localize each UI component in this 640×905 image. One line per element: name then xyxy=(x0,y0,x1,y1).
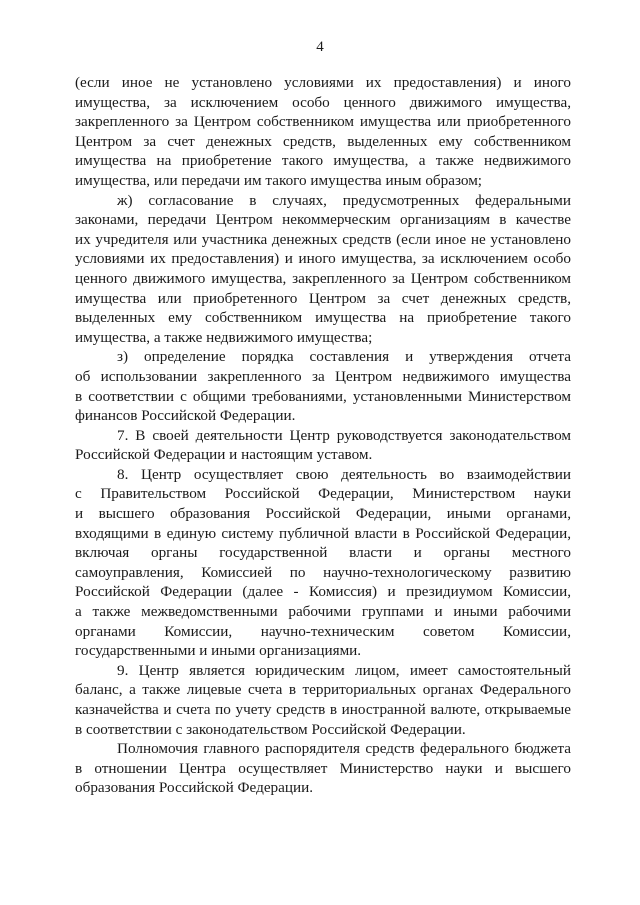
text-line: образования Российской Федерации. xyxy=(75,779,314,797)
text-line: 9. Центр является юридическим лицом, имеет самостоятельный xyxy=(117,661,571,679)
text-line: имущества на приобретение такого имущества, а также недвижимого xyxy=(75,152,571,170)
text-line: имущества, а также недвижимого имущества; xyxy=(75,328,373,346)
text-line: и высшего образования Российской Федерации, иными органами, xyxy=(75,505,571,523)
text-line: условиями их предоставления) и иного имущества, за исключением особо xyxy=(75,250,571,268)
text-line: органами Комиссии, научно-техническим советом Комиссии, xyxy=(75,622,571,640)
text-line: входящими в единую систему публичной власти в Российской Федерации, xyxy=(75,524,571,542)
text-line: казначейства и счета по учету средств в иностранной валюте, открываемые xyxy=(75,701,571,718)
text-line: имущества, или передачи им такого имущества иным образом; xyxy=(75,171,483,189)
document-body xyxy=(75,73,571,798)
text-line: выделенных ему собственником имущества на приобретение такого xyxy=(75,309,571,327)
paragraph-continuation xyxy=(75,73,571,191)
paragraph-budget xyxy=(75,739,571,798)
text-line: баланс, а также лицевые счета в территориальных органах Федерального xyxy=(75,681,571,699)
text-line: с Правительством Российской Федерации, Министерством науки xyxy=(75,485,571,503)
text-line: Центром за счет денежных средств, выделенных ему собственником xyxy=(75,132,571,150)
text-line: об использовании закрепленного за Центром недвижимого имущества xyxy=(75,367,571,385)
text-line: 7. В своей деятельности Центр руководствуется законодательством xyxy=(117,426,571,444)
paragraph-9 xyxy=(75,661,571,739)
page-number: 4 xyxy=(316,39,324,55)
paragraph-z xyxy=(75,347,571,425)
text-line: законами, передачи Центром некоммерческим организациям в качестве xyxy=(75,211,571,229)
text-line: Полномочия главного распорядителя средств федерального бюджета xyxy=(117,740,571,758)
text-line: закрепленного за Центром собственником имущества или приобретенного xyxy=(75,113,571,131)
paragraph-8 xyxy=(75,465,571,661)
text-line: в отношении Центра осуществляет Министерство науки и высшего xyxy=(75,759,571,777)
text-line: включая органы государственной власти и органы местного xyxy=(75,544,571,562)
text-line: в соответствии с общими требованиями, установленными Министерством xyxy=(75,387,571,405)
text-line: Российской Федерации (далее - Комиссия) и президиумом Комиссии, xyxy=(75,583,571,601)
paragraph-zh xyxy=(75,191,571,348)
paragraph-7 xyxy=(75,426,571,465)
text-line: государственными и иными организациями. xyxy=(75,642,362,660)
text-line: Российской Федерации и настоящим уставом. xyxy=(75,446,373,464)
text-line: а также межведомственными рабочими группами и иными рабочими xyxy=(75,603,571,621)
text-line: самоуправления, Комиссией по научно-технологическому развитию xyxy=(75,563,571,581)
text-line: ценного движимого имущества, закрепленного за Центром собственником xyxy=(75,269,571,287)
text-line: 8. Центр осуществляет свою деятельность во взаимодействии xyxy=(117,465,571,483)
text-line: в соответствии с законодательством Российской Федерации. xyxy=(75,720,466,738)
text-line: имущества, за исключением особо ценного движимого имущества, xyxy=(75,93,571,111)
text-line: (если иное не установлено условиями их предоставления) и иного xyxy=(75,74,571,91)
text-line: имущества или приобретенного Центром за счет денежных средств, xyxy=(75,289,571,307)
text-line: ж) согласование в случаях, предусмотренных федеральными xyxy=(117,191,571,209)
text-line: их учредителя или участника денежных средств (если иное не установлено xyxy=(75,230,571,248)
text-line: финансов Российской Федерации. xyxy=(75,407,296,425)
text-line: з) определение порядка составления и утверждения отчета xyxy=(117,348,571,366)
